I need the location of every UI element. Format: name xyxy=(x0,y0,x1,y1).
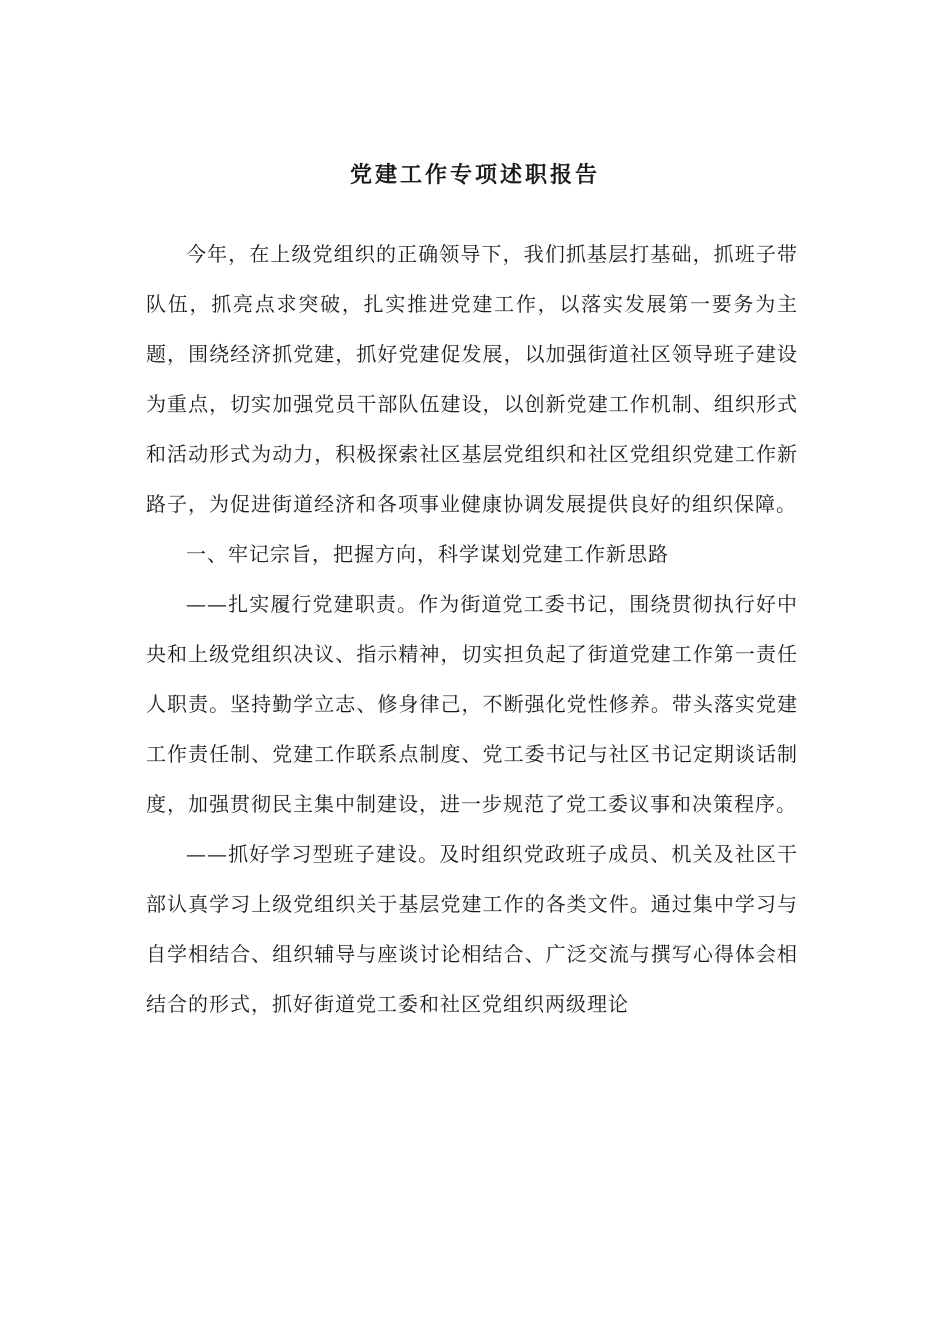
body-paragraph-learning: ——抓好学习型班子建设。及时组织党政班子成员、机关及社区干部认真学习上级党组织关于基层党建工作的各类文件。通过集中学习与自学相结合、组织辅导与座谈讨论相结合、广泛交流与撰写心得体会相结合的形式，抓好街道党工委和社区党组织两级理论 xyxy=(146,842,798,1016)
body-paragraph-duties: ——扎实履行党建职责。作为街道党工委书记，围绕贯彻执行好中央和上级党组织决议、指示精神，切实担负起了街道党建工作第一责任人职责。坚持勤学立志、修身律己，不断强化党性修养。带头落实党建工作责任制、党建工作联系点制度、党工委书记与社区书记定期谈话制度，加强贯彻民主集中制建设，进一步规范了党工委议事和决策程序。 xyxy=(146,592,798,816)
section-heading-1: 一、牢记宗旨，把握方向，科学谋划党建工作新思路 xyxy=(186,542,669,566)
document-title: 党建工作专项述职报告 xyxy=(349,162,600,188)
intro-paragraph: 今年，在上级党组织的正确领导下，我们抓基层打基础，抓班子带队伍，抓亮点求突破，扎实推进党建工作，以落实发展第一要务为主题，围绕经济抓党建，抓好党建促发展，以加强街道社区领导班子建设为重点，切实加强党员干部队伍建设，以创新党建工作机制、组织形式和活动形式为动力，积极探索社区基层党组织和社区党组织党建工作新路子，为促进街道经济和各项事业健康协调发展提供良好的组织保障。 xyxy=(146,242,798,516)
document-body xyxy=(146,229,798,1029)
